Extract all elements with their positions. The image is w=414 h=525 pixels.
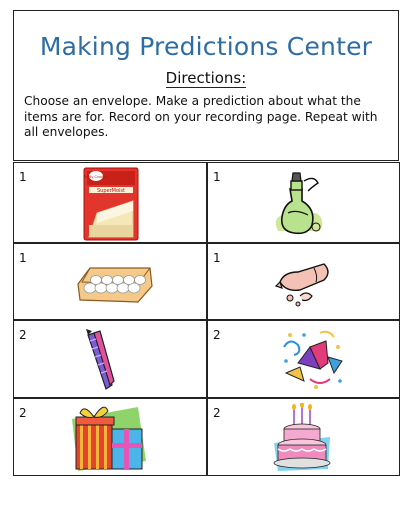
card-cake-mix xyxy=(13,162,207,243)
directions-text: Choose an envelope. Make a prediction about what the items are for. Record on your recording page. Repeat with all envelopes. xyxy=(24,94,378,139)
directions-heading xyxy=(14,69,398,87)
card-eggs xyxy=(13,243,207,320)
card-number: 2 xyxy=(213,328,221,342)
header-box xyxy=(13,10,399,161)
vanilla-bottle-icon xyxy=(268,169,330,239)
card-gifts xyxy=(13,398,207,476)
card-number: 1 xyxy=(213,170,221,184)
card-frosting xyxy=(207,243,400,320)
card-number: 2 xyxy=(19,328,27,342)
card-number: 2 xyxy=(213,406,221,420)
card-cake xyxy=(207,398,400,476)
box-text: SuperMoist xyxy=(97,188,125,194)
card-number: 2 xyxy=(19,406,27,420)
cake-mix-box-icon xyxy=(83,167,139,241)
frosting-tube-icon xyxy=(274,256,332,308)
party-candles-icon xyxy=(80,327,122,393)
directions-heading-label: Directions: xyxy=(165,69,247,87)
egg-carton-icon xyxy=(76,264,154,304)
birthday-cake-icon xyxy=(270,403,334,473)
page-title: Making Predictions Center xyxy=(39,32,373,61)
card-candles xyxy=(13,320,207,398)
card-vanilla xyxy=(207,162,400,243)
party-streamers-icon xyxy=(280,327,346,391)
box-brand: Betty Crocker xyxy=(84,175,108,179)
card-streamers xyxy=(207,320,400,398)
gift-boxes-icon xyxy=(68,401,148,473)
card-number: 1 xyxy=(19,251,27,265)
card-number: 1 xyxy=(19,170,27,184)
card-number: 1 xyxy=(213,251,221,265)
